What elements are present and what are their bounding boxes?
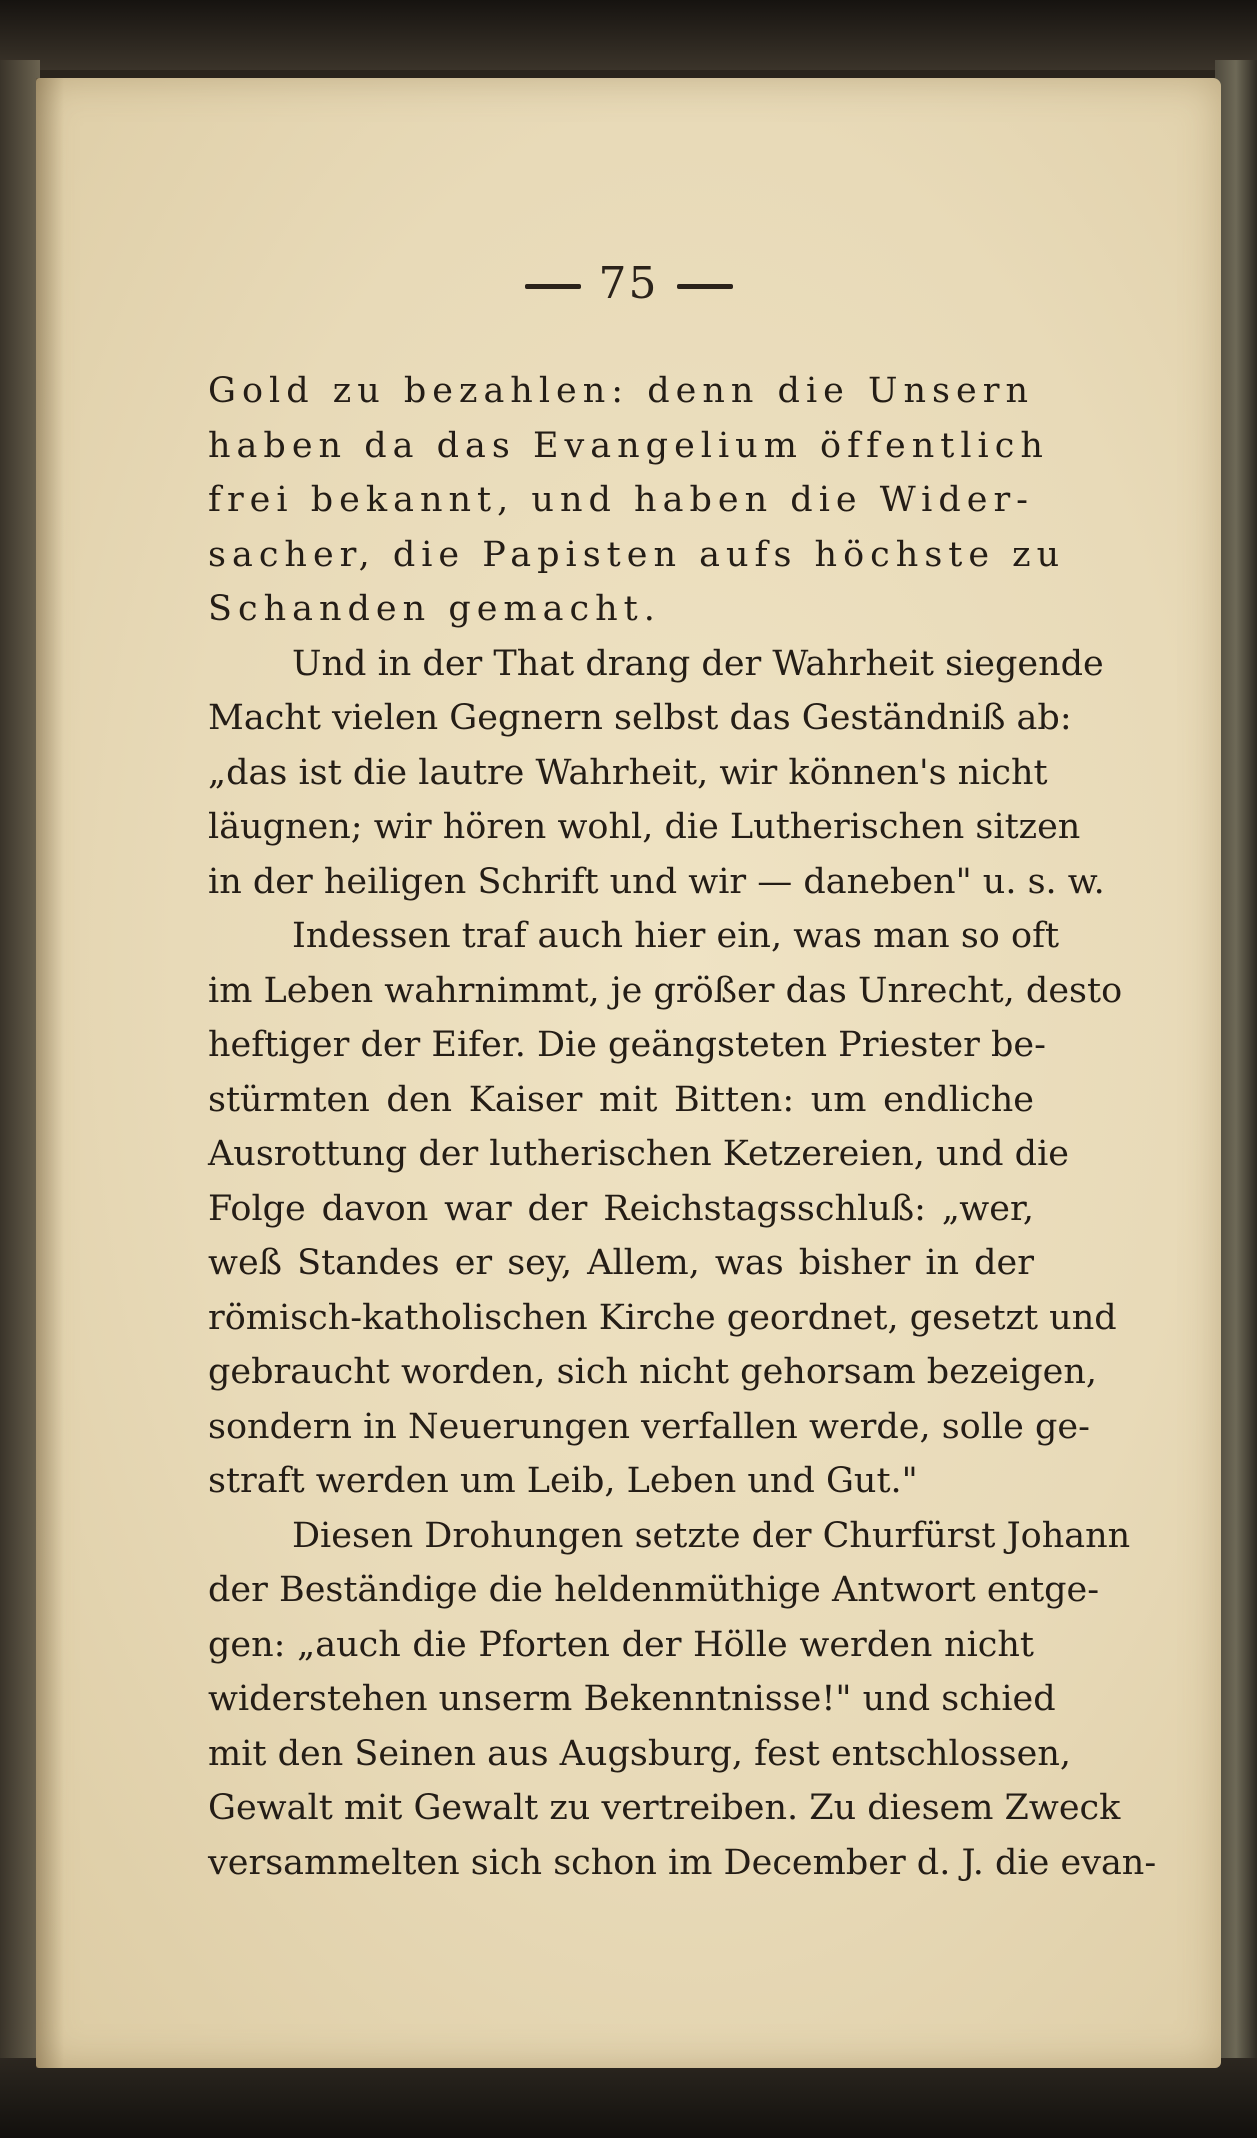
text-line: frei bekannt, und haben die Wider- [208,480,1034,520]
text-line: gebraucht worden, sich nicht gehorsam bezeigen, [208,1352,1098,1392]
text-line: versammelten sich schon im December d. J. die evan- [208,1842,1157,1883]
text-line: straft werden um Leib, Leben und Gut." [208,1461,918,1501]
page-number: 75 [598,258,659,309]
page-gutter-shadow [36,78,64,2068]
header-dash-right [677,284,733,289]
page-header [0,258,1257,309]
text-line: Ausrottung der lutherischen Ketzereien, und die [208,1134,1069,1174]
text-line: in der heiligen Schrift und wir — daneben" u. s. w. [208,861,1105,902]
text-line: „das ist die lautre Wahrheit, wir können's nicht [208,752,1048,793]
text-line: Gewalt mit Gewalt zu vertreiben. Zu diesem Zweck [208,1788,1121,1828]
book-spine-left-edge [0,60,40,2100]
text-line: Und in der That drang der Wahrheit siegende [292,643,1104,684]
book-cover-bottom-edge [0,2058,1257,2138]
text-line: heftiger der Eifer. Die geängsteten Priester be- [208,1025,1046,1065]
text-line: sacher, die Papisten aufs höchste zu [208,534,1066,575]
text-line: Folge davon war der Reichstagsschluß: „wer, [208,1188,1034,1229]
text-line: im Leben wahrnimmt, je größer das Unrecht, desto [208,970,1123,1011]
text-line: läugnen; wir hören wohl, die Lutherischen sitzen [208,807,1081,847]
text-line: haben da das Evangelium öffentlich [208,425,1049,466]
text-line: mit den Seinen aus Augsburg, fest entschlossen, [208,1733,1071,1774]
text-line: Diesen Drohungen setzte der Churfürst Johann [292,1515,1131,1556]
text-line: weß Standes er sey, Allem, was bisher in der [208,1243,1034,1283]
text-line: der Beständige die heldenmüthige Antwort entge- [208,1570,1100,1610]
text-line: Schanden gemacht. [208,589,661,629]
text-line: Indessen traf auch hier ein, was man so oft [292,916,1060,956]
text-line: Macht vielen Gegnern selbst das Geständniß ab: [208,698,1072,738]
header-dash-left [525,284,581,289]
text-line: stürmten den Kaiser mit Bitten: um endliche [208,1079,1034,1120]
text-line: Gold zu bezahlen: denn die Unsern [208,371,1034,411]
book-cover-right-edge [1215,60,1257,2100]
text-line: römisch-katholischen Kirche geordnet, gesetzt und [208,1297,1117,1338]
book-cover-top-edge [0,0,1257,70]
text-line: sondern in Neuerungen verfallen werde, solle ge- [208,1406,1090,1447]
body-text [208,364,1157,1890]
text-line: widerstehen unserm Bekenntnisse!" und schied [208,1679,1056,1719]
text-line: gen: „auch die Pforten der Hölle werden nicht [208,1624,1034,1665]
